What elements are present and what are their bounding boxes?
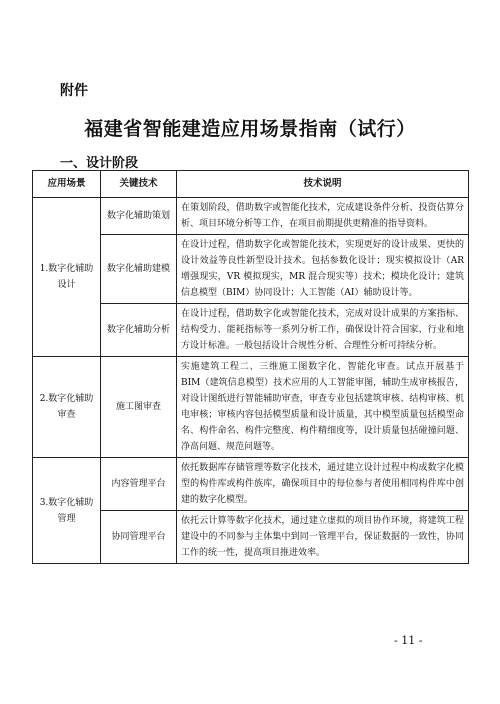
document-title: 福建省智能建造应用场景指南（试行） xyxy=(84,118,416,140)
desc-cell: 依托云计算等数字化技术，通过建立虚拟的项目协作环境，将建筑工程建设中的不同参与主体集中到同一管理平台，保证数据的一致性，协同工作的统一性，提高项目推进效率。 xyxy=(177,511,469,564)
scene-cell: 1.数字化辅助设计 xyxy=(33,198,101,357)
desc-cell: 依托数据库存储管理等数字化技术，通过建立设计过程中构成数字化模型的构件库或构件族库，确保项目中的每位参与者使用相同构件库中创建的数字化模型。 xyxy=(177,458,469,511)
table-row xyxy=(33,357,469,458)
desc-cell: 在策划阶段，借助数字或智能化技术，完成建设条件分析、投资估算分析、项目环境分析等工作，在项目前期提供更精准的指导资料。 xyxy=(177,198,469,235)
tech-cell: 施工图审查 xyxy=(101,357,177,458)
column-header-tech: 关键技术 xyxy=(101,171,177,198)
desc-cell: 实施建筑工程二、三维施工图数字化、智能化审查。试点开展基于 BIM（建筑信息模型）技术应用的人工智能审图，辅助生成审核报告，对设计图纸进行智能辅助审查，审查专业包括建筑审核、结构审核、机电审核；审核内容包括模型质量和设计质量，其中模型质量包括模型命名、构件命名、构件完整度、构件精细度等，设计质量包括碰撞问题、净高问题、规范问题等。 xyxy=(177,357,469,458)
column-header-scene: 应用场景 xyxy=(33,171,101,198)
scene-cell: 2.数字化辅助审查 xyxy=(33,357,101,458)
table-row xyxy=(33,458,469,511)
desc-cell: 在设计过程，借助数字化或智能化技术，实现更好的设计成果、更快的设计效益等良性新型设计技术。包括参数化设计；现实模拟设计（AR 增强现实，VR 模拟现实，MR 混合现实等）技术；模块化设计；建筑信息模型（BIM）协同设计；人工智能（AI）辅助设计等。 xyxy=(177,235,469,304)
tech-cell: 数字化辅助建模 xyxy=(101,235,177,304)
page-number: - 11 - xyxy=(394,634,423,647)
attachment-label: 附件 xyxy=(60,83,88,99)
tech-cell: 数字化辅助分析 xyxy=(101,304,177,357)
desc-cell: 在设计过程，借助数字化或智能化技术，完成对设计成果的方案指标、结构受力、能耗指标等一系列分析工作，确保设计符合国家、行业和地方设计标准。一般包括设计合规性分析、合理性分析可持续分析。 xyxy=(177,304,469,357)
scenario-table xyxy=(32,170,469,564)
column-header-desc: 技术说明 xyxy=(177,171,469,198)
tech-cell: 内容管理平台 xyxy=(101,458,177,511)
table-header-row xyxy=(33,171,469,198)
section-heading: 一、设计阶段 xyxy=(60,156,139,171)
tech-cell: 协同管理平台 xyxy=(101,511,177,564)
scene-cell: 3.数字化辅助管理 xyxy=(33,458,101,564)
tech-cell: 数字化辅助策划 xyxy=(101,198,177,235)
table-row xyxy=(33,198,469,235)
